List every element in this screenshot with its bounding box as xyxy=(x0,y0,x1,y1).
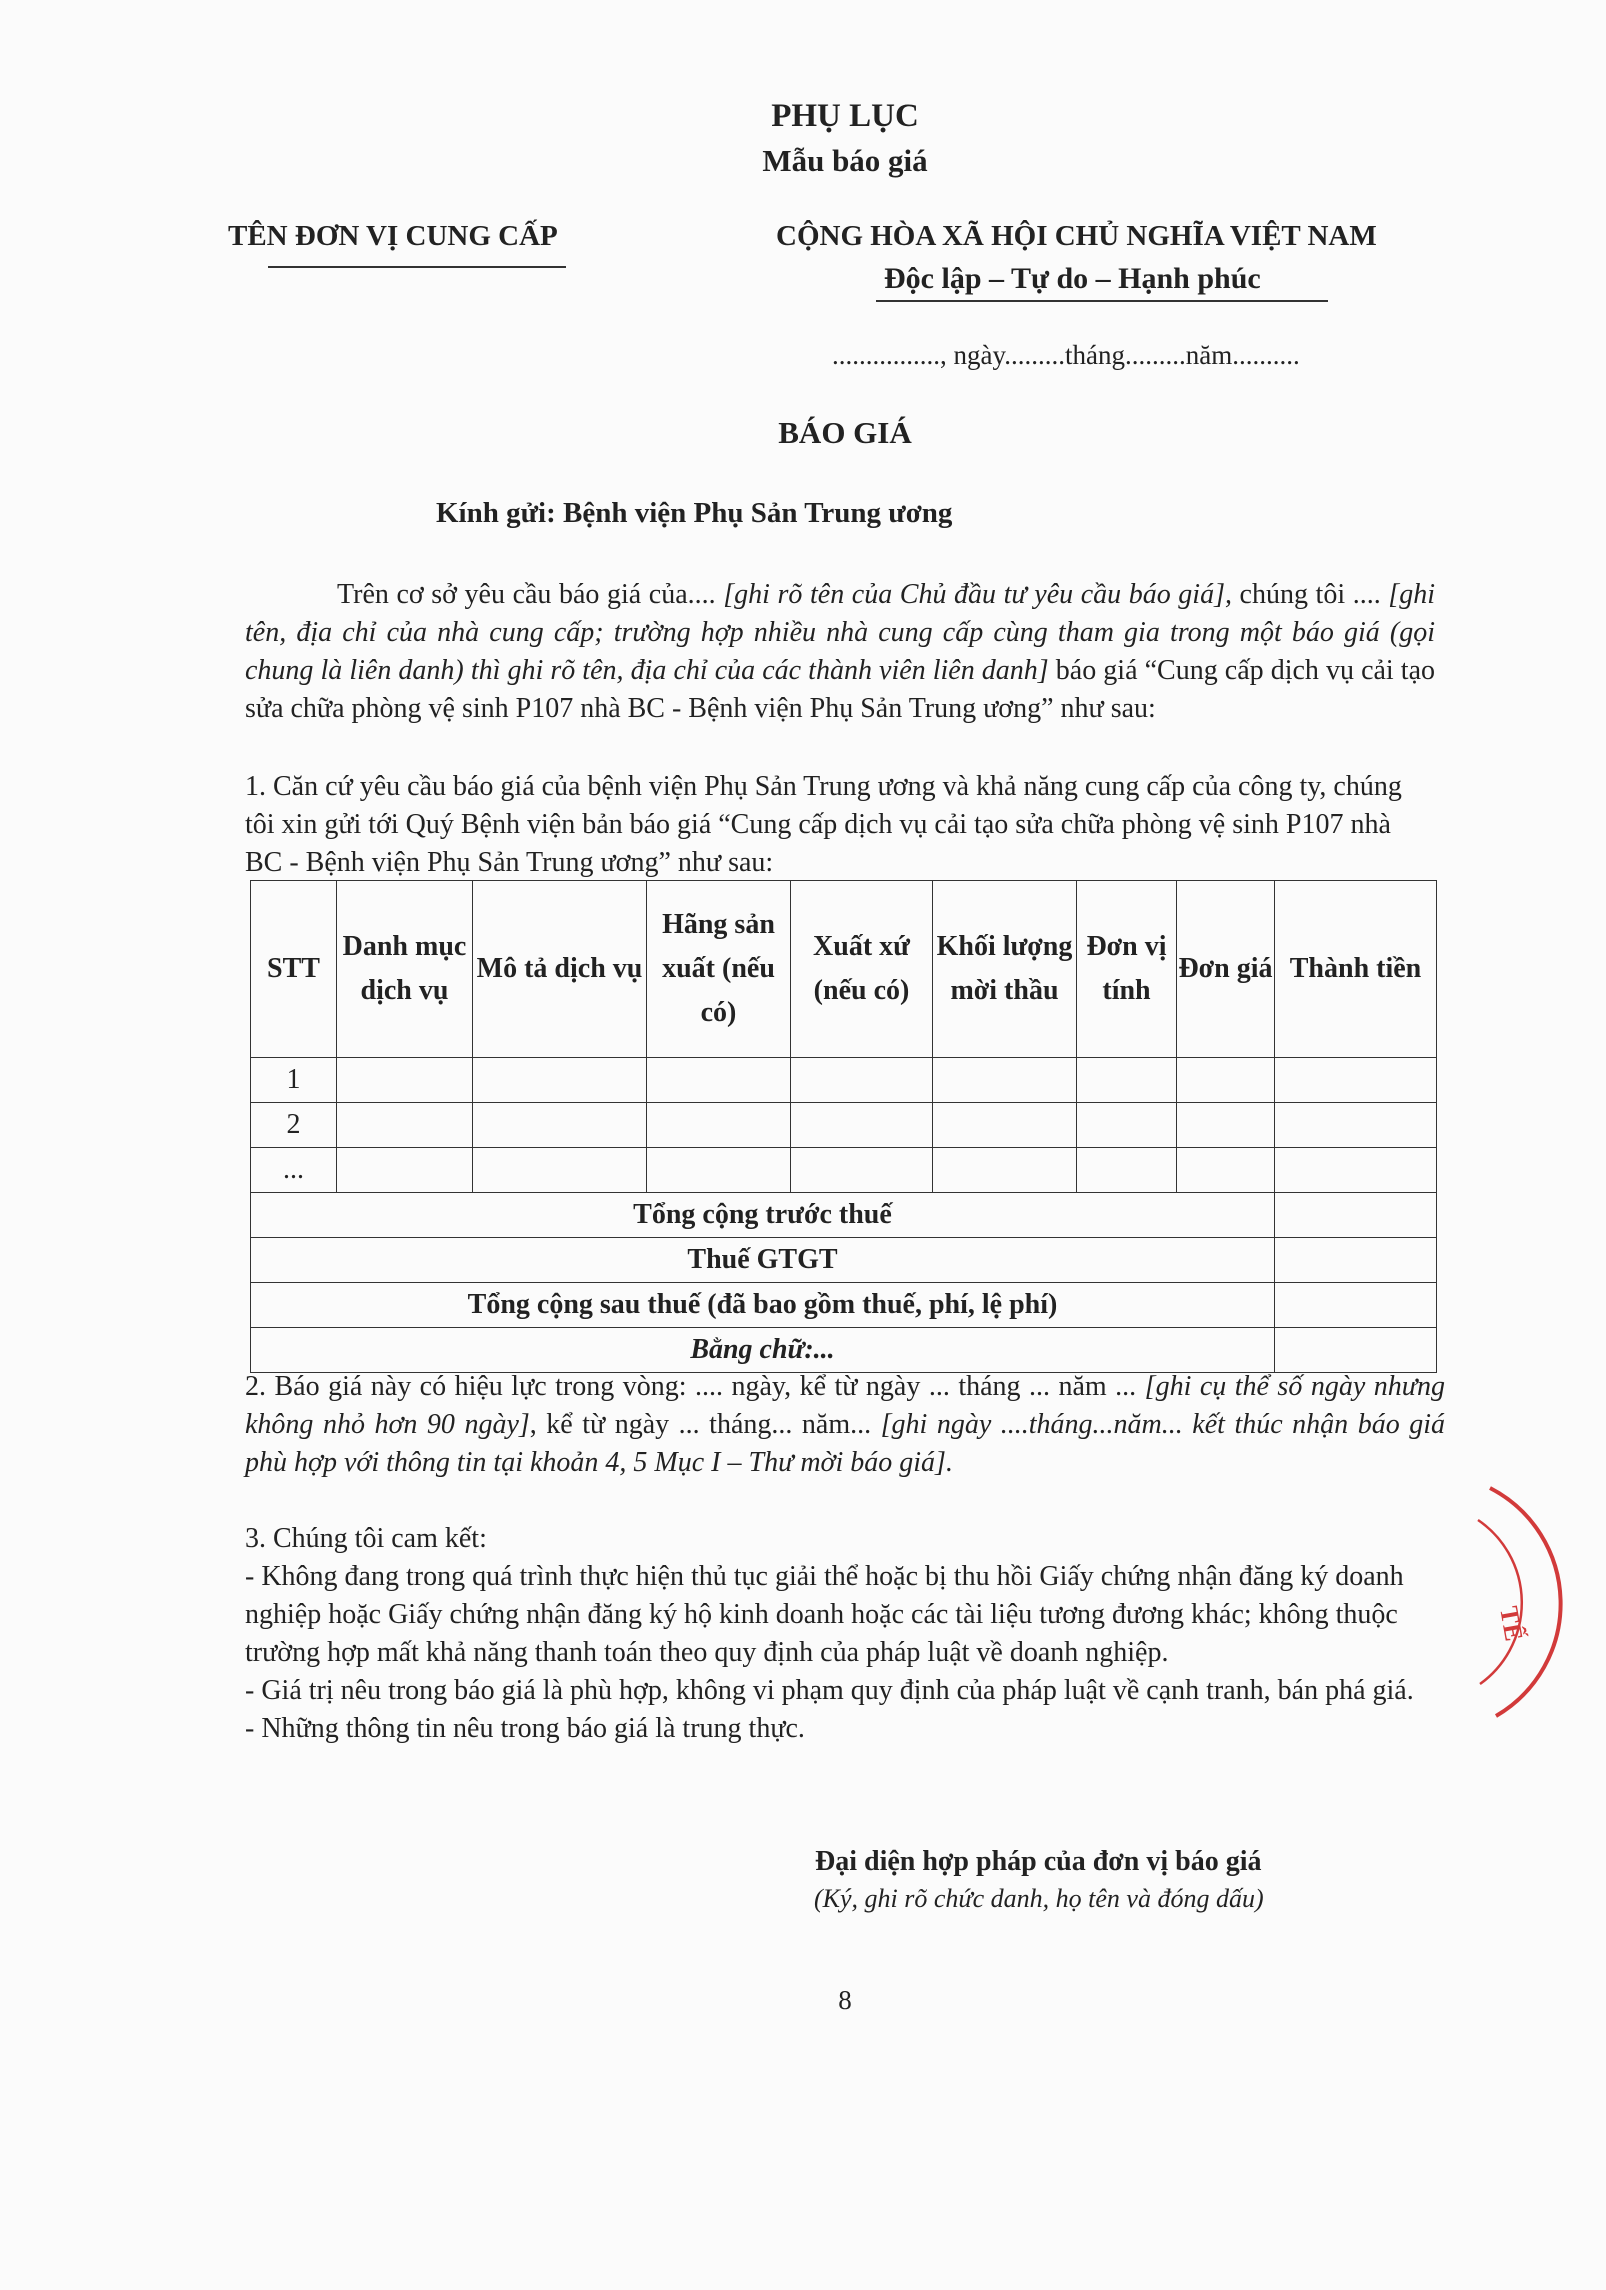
table-cell xyxy=(1177,1103,1275,1148)
total-before-tax-label: Tổng cộng trước thuế xyxy=(251,1193,1275,1238)
header-khoi-luong: Khối lượng mời thầu xyxy=(933,881,1077,1058)
table-cell xyxy=(647,1058,791,1103)
signature-title: Đại diện hợp pháp của đơn vị báo giá xyxy=(815,1846,1262,1877)
table-cell xyxy=(647,1103,791,1148)
stamp-inner-ring xyxy=(1478,1520,1522,1684)
header-don-vi: Đơn vị tính xyxy=(1077,881,1177,1058)
table-cell xyxy=(1177,1058,1275,1103)
republic-title: CỘNG HÒA XÃ HỘI CHỦ NGHĨA VIỆT NAM xyxy=(776,220,1377,252)
header-mo-ta: Mô tả dịch vụ xyxy=(473,881,647,1058)
validity-mid: , kể từ ngày ... tháng... năm... xyxy=(529,1409,881,1440)
in-words-value xyxy=(1275,1328,1437,1373)
table-cell xyxy=(933,1148,1077,1193)
row-stt: 2 xyxy=(251,1103,337,1148)
appendix-title: PHỤ LỤC xyxy=(771,98,919,134)
table-cell xyxy=(791,1148,933,1193)
intro-paragraph xyxy=(245,576,1435,728)
table-cell xyxy=(1077,1148,1177,1193)
table-cell xyxy=(1275,1148,1437,1193)
intro-investor-placeholder: [ghi rõ tên của Chủ đầu tư yêu cầu báo giá], xyxy=(723,579,1232,610)
commitment-item: - Giá trị nêu trong báo giá là phù hợp, không vi phạm quy định của pháp luật về cạnh tranh, bán phá giá. xyxy=(245,1675,1414,1706)
table-cell xyxy=(1077,1103,1177,1148)
table-row xyxy=(251,1148,1437,1193)
commitments-heading: 3. Chúng tôi cam kết: xyxy=(245,1523,487,1554)
table-cell xyxy=(473,1148,647,1193)
table-cell xyxy=(933,1058,1077,1103)
table-cell xyxy=(1077,1058,1177,1103)
header-don-gia: Đơn giá xyxy=(1177,881,1275,1058)
item-1-paragraph: 1. Căn cứ yêu cầu báo giá của bệnh viện Phụ Sản Trung ương và khả năng cung cấp của công ty, chúng tôi xin gửi tới Quý Bệnh viện bản báo giá “Cung cấp dịch vụ cải tạo sửa chữa phòng vệ sinh P107 nhà BC - Bệnh viện Phụ Sản Trung ương” như sau: xyxy=(245,771,1402,878)
table-cell xyxy=(473,1058,647,1103)
supplier-label: TÊN ĐƠN VỊ CUNG CẤP xyxy=(228,220,558,252)
row-stt: ... xyxy=(251,1148,337,1193)
header-xuat-xu: Xuất xứ (nếu có) xyxy=(791,881,933,1058)
salutation: Kính gửi: Bệnh viện Phụ Sản Trung ương xyxy=(436,497,953,529)
total-before-tax-value xyxy=(1275,1193,1437,1238)
header-thanh-tien: Thành tiền xyxy=(1275,881,1437,1058)
commitment-item: - Không đang trong quá trình thực hiện thủ tục giải thể hoặc bị thu hồi Giấy chứng nhận đăng ký doanh nghiệp hoặc Giấy chứng nhận đăng ký hộ kinh doanh hoặc các tài liệu tương đương khác; không thuộc trường hợp mất khả năng thanh toán theo quy định của pháp luật về doanh nghiệp. xyxy=(245,1561,1404,1668)
intro-mid: chúng tôi .... xyxy=(1231,579,1389,610)
table-cell xyxy=(1275,1058,1437,1103)
validity-paragraph xyxy=(245,1368,1445,1482)
appendix-subtitle: Mẫu báo giá xyxy=(762,143,928,178)
table-cell xyxy=(791,1058,933,1103)
intro-lead: Trên cơ sở yêu cầu báo giá của.... xyxy=(337,579,724,610)
table-cell xyxy=(791,1103,933,1148)
motto-underline xyxy=(876,300,1328,302)
table-cell xyxy=(473,1103,647,1148)
stamp-outer-ring xyxy=(1490,1488,1561,1716)
quotation-table xyxy=(250,880,1437,1373)
date-line: ................, ngày.........tháng.........năm.......... xyxy=(832,340,1300,370)
validity-lead: 2. Báo giá này có hiệu lực trong vòng: .... ngày, kể từ ngày ... tháng ... năm ... xyxy=(245,1371,1145,1402)
red-seal-stamp-icon xyxy=(1460,1480,1606,1730)
intro-tail: báo giá “Cung cấp dịch vụ cải tạo sửa chữa phòng vệ sinh P107 nhà BC - Bệnh viện Phụ Sản Trung ương” như sau: xyxy=(245,655,1435,724)
table-header-row xyxy=(251,881,1437,1058)
table-cell xyxy=(647,1148,791,1193)
page-number: 8 xyxy=(838,1985,852,2015)
signature-note: (Ký, ghi rõ chức danh, họ tên và đóng dấu) xyxy=(814,1884,1264,1913)
intro-supplier-placeholder: [ghi tên, địa chỉ của nhà cung cấp; trường hợp nhiều nhà cung cấp cùng tham gia trong một báo giá (gọi chung là liên danh) thì ghi rõ tên, địa chỉ của các thành viên liên danh] xyxy=(245,579,1435,686)
validity-date-placeholder: [ghi ngày ....tháng...năm... kết thúc nhận báo giá phù hợp với thông tin tại khoản 4, 5 Mục I – Thư mời báo giá]. xyxy=(245,1409,1445,1478)
table-cell xyxy=(337,1148,473,1193)
commitments-section xyxy=(245,1520,1445,1748)
total-before-tax-row xyxy=(251,1193,1437,1238)
table-row xyxy=(251,1058,1437,1103)
table-cell xyxy=(1275,1103,1437,1148)
table-cell xyxy=(933,1103,1077,1148)
vat-label: Thuế GTGT xyxy=(251,1238,1275,1283)
table-cell xyxy=(1177,1148,1275,1193)
header-danh-muc: Danh mục dịch vụ xyxy=(337,881,473,1058)
total-after-tax-value xyxy=(1275,1283,1437,1328)
header-hang-san-xuat: Hãng sản xuất (nếu có) xyxy=(647,881,791,1058)
in-words-row xyxy=(251,1328,1437,1373)
commitment-item: - Những thông tin nêu trong báo giá là trung thực. xyxy=(245,1713,805,1744)
total-after-tax-row xyxy=(251,1283,1437,1328)
stamp-text: TẾ xyxy=(1494,1604,1529,1644)
total-after-tax-label: Tổng cộng sau thuế (đã bao gồm thuế, phí, lệ phí) xyxy=(251,1283,1275,1328)
vat-value xyxy=(1275,1238,1437,1283)
header-stt: STT xyxy=(251,881,337,1058)
table-cell xyxy=(337,1058,473,1103)
table-row xyxy=(251,1103,1437,1148)
validity-days-placeholder: [ghi cụ thể số ngày nhưng không nhỏ hơn 90 ngày] xyxy=(245,1371,1445,1440)
vat-row xyxy=(251,1238,1437,1283)
national-motto: Độc lập – Tự do – Hạnh phúc xyxy=(884,262,1261,295)
supplier-underline xyxy=(268,266,566,268)
row-stt: 1 xyxy=(251,1058,337,1103)
document-title: BÁO GIÁ xyxy=(778,415,912,450)
table-cell xyxy=(337,1103,473,1148)
in-words-label: Bằng chữ:... xyxy=(251,1328,1275,1373)
